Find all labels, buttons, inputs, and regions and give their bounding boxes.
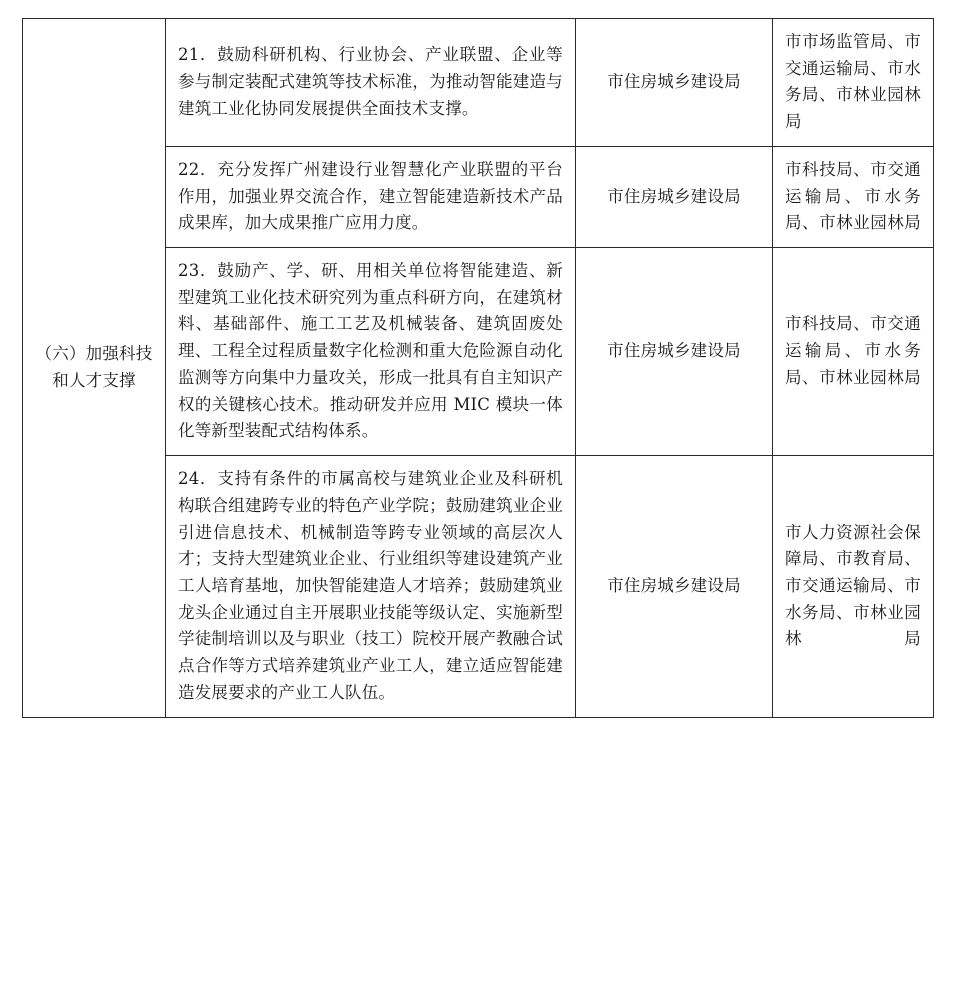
measures-table: [22, 18, 934, 718]
measure-cell: [166, 19, 576, 147]
measure-text: 24．支持有条件的市属高校与建筑业企业及科研机构联合组建跨专业的特色产业学院；鼓励建筑业企业引进信息技术、机械制造等跨专业领域的高层次人才；支持大型建筑业企业、行业组织等建设建筑产业工人培育基地，加快智能建造人才培养；鼓励建筑业龙头企业通过自主开展职业技能等级认定、实施新型学徒制培训以及与职业（技工）院校开展产教融合试点合作等方式培养建筑业产业工人，建立适应智能建造发展要求的产业工人队伍。: [178, 469, 563, 702]
category-label: （六）加强科技和人才支撑: [35, 344, 153, 390]
support-unit-text: 市市场监管局、市交通运输局、市水务局、市林业园林局: [785, 32, 921, 132]
lead-unit-text: 市住房城乡建设局: [607, 186, 741, 206]
measure-text: 22．充分发挥广州建设行业智慧化产业联盟的平台作用，加强业界交流合作，建立智能建造新技术产品成果库，加大成果推广应用力度。: [178, 159, 563, 233]
support-unit-cell: [773, 456, 934, 717]
table-row: [23, 19, 934, 147]
support-unit-cell: [773, 248, 934, 456]
measure-text: 21．鼓励科研机构、行业协会、产业联盟、企业等参与制定装配式建筑等技术标准，为推动智能建造与建筑工业化协同发展提供全面技术支撑。: [178, 45, 563, 118]
support-unit-text: 市人力资源社会保障局、市教育局、市交通运输局、市水务局、市林业园林局: [785, 522, 921, 649]
lead-unit-text: 市住房城乡建设局: [607, 72, 741, 92]
lead-unit-cell: [576, 248, 773, 456]
support-unit-text: 市科技局、市交通运输局、市水务局、市林业园林局: [785, 159, 921, 233]
lead-unit-text: 市住房城乡建设局: [607, 575, 741, 595]
lead-unit-cell: [576, 146, 773, 247]
lead-unit-cell: [576, 456, 773, 717]
support-unit-cell: [773, 146, 934, 247]
support-unit-text: 市科技局、市交通运输局、市水务局、市林业园林局: [785, 314, 921, 387]
lead-unit-cell: [576, 19, 773, 147]
support-unit-cell: [773, 19, 934, 147]
measure-text: 23．鼓励产、学、研、用相关单位将智能建造、新型建筑工业化技术研究列为重点科研方向，在建筑材料、基础部件、施工工艺及机械装备、建筑固废处理、工程全过程质量数字化检测和重大危险源自动化监测等方向集中力量攻关，形成一批具有自主知识产权的关键核心技术。推动研发并应用 MIC 模块一体化等新型装配式结构体系。: [178, 261, 563, 441]
measure-cell: [166, 146, 576, 247]
lead-unit-text: 市住房城乡建设局: [607, 341, 741, 361]
measure-cell: [166, 248, 576, 456]
category-cell: [23, 19, 166, 718]
measure-cell: [166, 456, 576, 717]
